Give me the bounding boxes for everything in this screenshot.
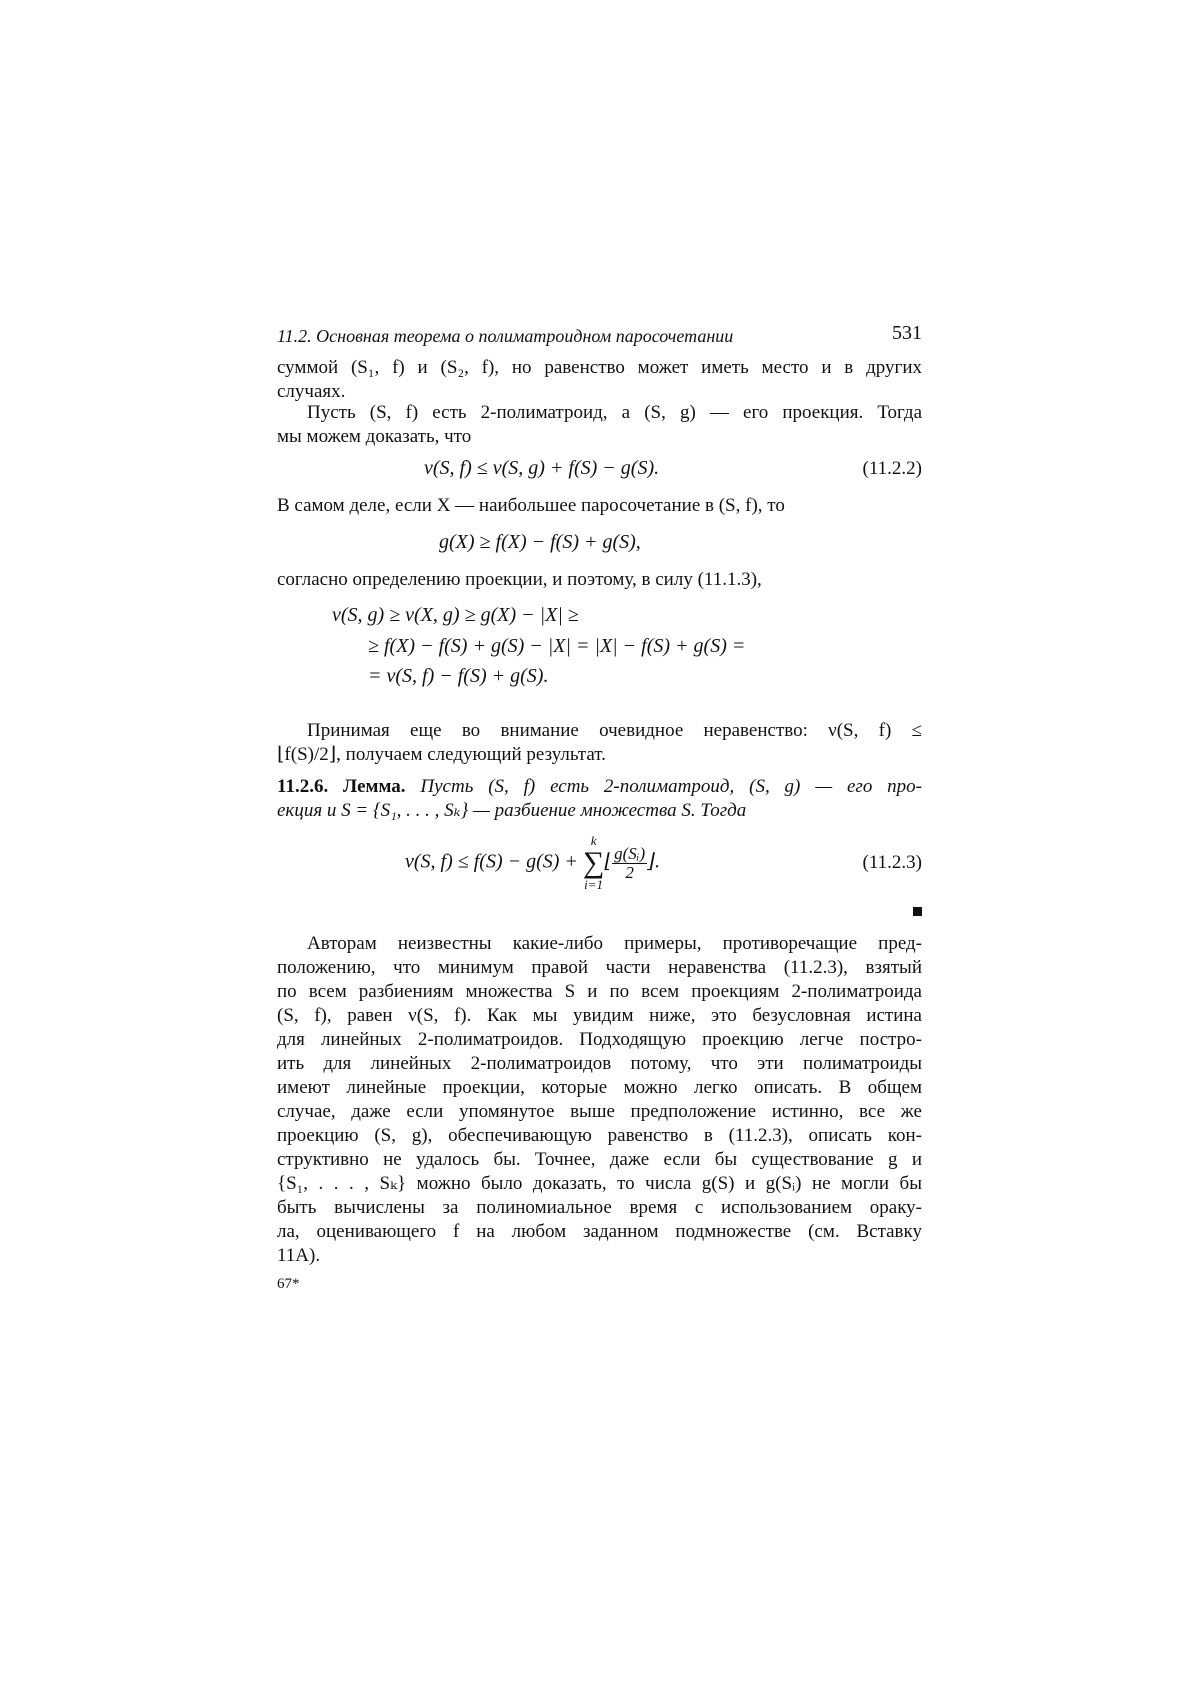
text-line: {S₁, . . . , Sₖ} можно было доказать, то числа g(S) и g(Sᵢ) не могли бы [277, 1173, 922, 1194]
signature-mark: 67* [277, 1276, 300, 1292]
equation-11-2-2: ν(S, f) ≤ ν(S, g) + f(S) − g(S). [424, 457, 660, 479]
floor-open: ⌊ [604, 850, 613, 873]
fraction-numerator: g(Sᵢ) [614, 843, 646, 863]
text-line: по всем разбиениям множества S и по всем проекциям 2-полиматроида [277, 981, 922, 1002]
text-line: положению, что минимум правой части неравенства (11.2.3), взятый [277, 957, 922, 978]
text-line: случаях. [277, 381, 346, 402]
equation-inequality: g(X) ≥ f(X) − f(S) + g(S), [439, 531, 641, 553]
text-line: ить для линейных 2-полиматроидов потому, что эти полиматроиды [277, 1053, 922, 1074]
sum-sign: ∑ [582, 846, 605, 879]
fraction [612, 845, 647, 882]
summation [583, 834, 604, 892]
page-number: 531 [892, 322, 922, 344]
paragraph-6 [277, 932, 922, 1268]
fraction-denominator: 2 [625, 862, 634, 882]
text-line: проекцию (S, g), обеспечивающую равенство в (11.2.3), описать кон- [277, 1125, 922, 1146]
equation-number: (11.2.2) [862, 458, 922, 479]
paragraph-3 [277, 494, 922, 518]
paragraph-4 [277, 568, 922, 592]
equation-11-2-3 [405, 834, 660, 892]
equation-chain-line-1: ν(S, g) ≥ ν(X, g) ≥ g(X) − |X| ≥ [332, 604, 579, 626]
paragraph-1 [277, 356, 922, 404]
text-line: ⌊f(S)/2⌋, получаем следующий результат. [277, 744, 606, 765]
text-line: случае, даже если упомянутое выше предположение истинно, все же [277, 1101, 922, 1122]
lemma-text: Пусть (S, f) есть 2-полиматроид, (S, g) — его про- [420, 776, 923, 797]
text-line: структивно не удалось бы. Точнее, даже если бы существование g и [277, 1149, 922, 1170]
paragraph-5 [277, 719, 922, 767]
text-line: (S, f), равен ν(S, f). Как мы увидим ниже, это безусловная истина [277, 1005, 922, 1026]
paragraph-2 [277, 401, 922, 449]
equation-number: (11.2.3) [862, 852, 922, 873]
lemma-heading: 11.2.6. Лемма. [277, 776, 406, 797]
text-line: мы можем доказать, что [277, 426, 472, 447]
text-line: ла, оценивающего f на любом заданном подмножестве (см. Вставку [277, 1221, 922, 1242]
text-line: согласно определению проекции, и поэтому, в силу (11.1.3), [277, 569, 762, 590]
text-line: В самом деле, если X — наибольшее паросочетание в (S, f), то [277, 495, 785, 516]
equation-chain-line-2: ≥ f(X) − f(S) + g(S) − |X| = |X| − f(S) + g(S) = [368, 635, 746, 657]
text-line: быть вычислены за полиномиальное время с использованием ораку- [277, 1197, 922, 1218]
end-of-proof-mark [913, 907, 922, 916]
running-title: 11.2. Основная теорема о полиматроидном паросочетании [277, 326, 734, 346]
floor-close: ⌋. [647, 850, 660, 873]
sum-upper-limit: k [590, 833, 597, 848]
equation-chain-line-3: = ν(S, f) − f(S) + g(S). [368, 665, 549, 687]
text-line: для линейных 2-полиматроидов. Подходящую проекцию легче постро- [277, 1029, 922, 1050]
text-line: Принимая еще во внимание очевидное неравенство: ν(S, f) ≤ [307, 720, 922, 741]
text-line: Авторам неизвестны какие-либо примеры, противоречащие пред- [307, 933, 922, 954]
text-line: имеют линейные проекции, которые можно легко описать. В общем [277, 1077, 922, 1098]
lemma-text: екция и S = {S₁, . . . , Sₖ} — разбиение множества S. Тогда [277, 800, 747, 821]
lemma-11-2-6 [277, 775, 922, 823]
text-line: Пусть (S, f) есть 2-полиматроид, а (S, g) — его проекция. Тогда [307, 402, 922, 423]
equation-lhs: ν(S, f) ≤ f(S) − g(S) + [405, 850, 578, 873]
text-line: 11A). [277, 1245, 321, 1266]
sum-lower-limit: i=1 [584, 877, 604, 892]
text-line: суммой (S₁, f) и (S₂, f), но равенство может иметь место и в других [277, 357, 922, 378]
running-header [277, 322, 922, 352]
